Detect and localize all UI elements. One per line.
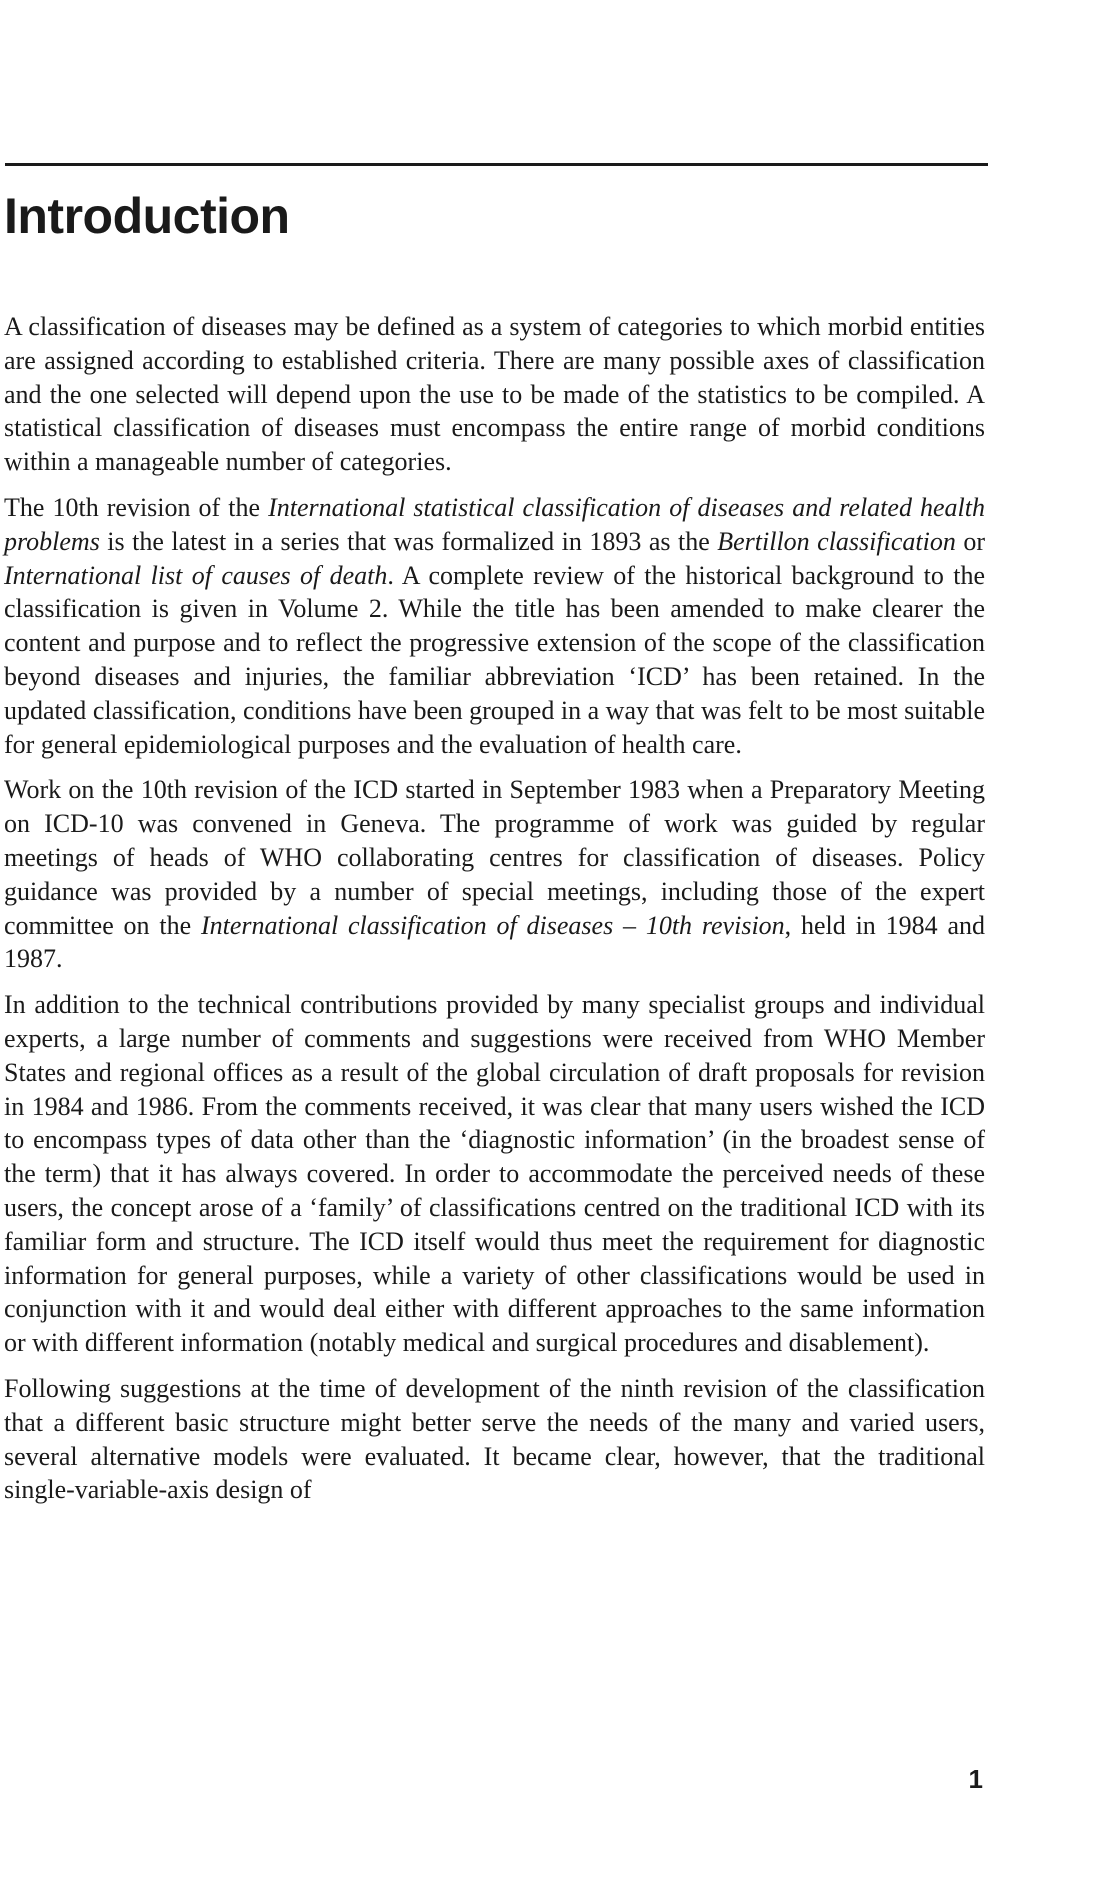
page-number: 1	[968, 1764, 983, 1794]
text-run: . A complete review of the historical background to the classification is given in Volume 2. While the title has been amended to make clearer the content and purpose and to reflect the progressive extension of the scope of the classification beyond diseases and injuries, the familiar abbreviation ‘ICD’ has been retained. In the updated classification, conditions have been grouped in a way that was felt to be most suitable for general epidemiological purposes and the evaluation of health care.	[4, 560, 985, 759]
italic-title-bertillon: Bertillon classification	[717, 526, 956, 556]
italic-title-icd-10: International classification of diseases – 10th revision	[200, 910, 785, 940]
italic-title-causes-of-death: International list of causes of death	[4, 560, 388, 590]
text-run: The 10th revision of the	[4, 492, 269, 522]
paragraph-3	[4, 773, 985, 976]
body-text	[4, 310, 985, 1519]
paragraph-5: Following suggestions at the time of development of the ninth revision of the classification that a different basic structure might better serve the needs of the many and varied users, several alternative models were evaluated. It became clear, however, that the traditional single-variable-axis design of	[4, 1373, 985, 1505]
text-run: or	[955, 526, 985, 556]
header-rule	[5, 163, 988, 166]
text-run: , held in 1984 and 1987.	[4, 910, 985, 974]
paragraph-4: In addition to the technical contributions provided by many specialist groups and individual experts, a large number of comments and suggestions were received from WHO Member States and regional offices as a result of the global circulation of draft proposals for revision in 1984 and 1986. From the comments received, it was clear that many users wished the ICD to encompass types of data other than the ‘diagnostic information’ (in the broadest sense of the term) that it has always covered. In order to accommodate the perceived needs of these users, the concept arose of a ‘family’ of classifications centred on the traditional ICD with its familiar form and structure. The ICD itself would thus meet the requirement for diagnostic information for general purposes, while a variety of other classifications would be used in conjunction with it and would deal either with different approaches to the same information or with different information (notably medical and surgical procedures and disablement).	[4, 990, 985, 1358]
italic-title-icd: International statistical classification of diseases and related health problems	[4, 492, 985, 556]
paragraph-1: A classification of diseases may be defined as a system of categories to which morbid entities are assigned according to established criteria. There are many possible axes of classification and the one selected will depend upon the use to be made of the statistics to be compiled. A statistical classification of diseases must encompass the entire range of morbid conditions within a manageable number of categories.	[4, 312, 985, 477]
text-run: is the latest in a series that was formalized in 1893 as the	[99, 526, 718, 556]
page-title: Introduction	[4, 188, 290, 244]
paragraph-2	[4, 491, 985, 761]
text-run: Work on the 10th revision of the ICD started in September 1983 when a Preparatory Meeting on ICD-10 was convened in Geneva. The programme of work was guided by regular meetings of heads of WHO collaborating centres for classification of diseases. Policy guidance was provided by a number of special meetings, including those of the expert committee on the	[4, 775, 985, 940]
